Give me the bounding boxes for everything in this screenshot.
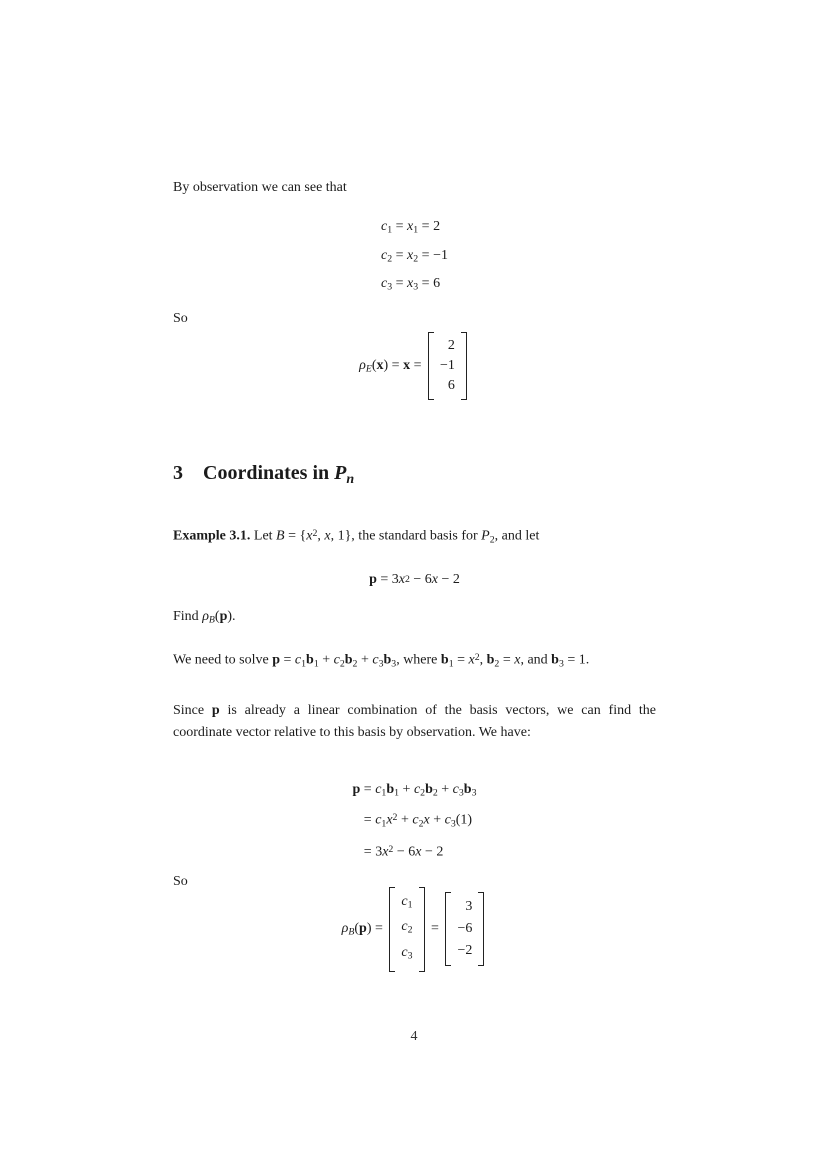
- text-segment: +: [429, 813, 445, 829]
- text-segment: c: [381, 276, 388, 292]
- text-segment: Coordinates in: [203, 462, 335, 485]
- text-segment: c: [452, 781, 459, 797]
- text-segment: B: [276, 528, 285, 544]
- text-segment: b: [383, 653, 392, 669]
- text-segment: x: [376, 357, 384, 373]
- text-segment: 3: [413, 282, 419, 294]
- text-segment: c: [444, 813, 451, 829]
- text-segment: c: [401, 919, 408, 935]
- text-segment: is already a linear combination of the basis vectors, we can find the: [219, 702, 656, 718]
- vector-entry: [401, 891, 412, 917]
- text-segment: −6: [457, 921, 473, 937]
- text-segment: 2: [489, 534, 495, 546]
- equation-lhs: [353, 805, 361, 836]
- column-vector: [389, 887, 424, 972]
- text-segment: P: [334, 462, 347, 485]
- equation-lhs: [353, 777, 361, 806]
- text-segment: c: [401, 945, 408, 961]
- equation-rhs: [392, 214, 448, 243]
- text-segment: ρ: [202, 608, 209, 624]
- equation-lhs: [381, 243, 392, 272]
- text-segment: 2: [392, 812, 398, 824]
- text-segment: 2: [312, 528, 318, 540]
- vector-entry: [465, 896, 472, 918]
- display-equation-coefficients: [381, 214, 448, 300]
- equation-rhs: [392, 271, 448, 300]
- text-segment: 3: [407, 950, 413, 962]
- vector-entries: [395, 887, 418, 972]
- text-segment: =: [392, 247, 408, 263]
- equation-lhs: [381, 271, 392, 300]
- equation-rhs: [392, 243, 448, 272]
- paragraph-example: [173, 523, 656, 551]
- text-segment: = −1: [418, 247, 448, 263]
- text-segment: c: [413, 781, 421, 797]
- text-segment: = {: [284, 528, 307, 544]
- text-segment: x: [398, 571, 405, 587]
- section-number: 3: [173, 462, 183, 485]
- text-segment: p: [369, 571, 377, 587]
- vector-entries: [434, 332, 461, 400]
- text-segment: − 6: [393, 844, 416, 860]
- column-vector: [445, 892, 484, 966]
- text-segment: c: [412, 813, 419, 829]
- text-segment: 3: [458, 787, 464, 799]
- text-segment: x: [407, 219, 414, 234]
- text-segment: 1: [394, 787, 400, 799]
- text-segment: p: [359, 920, 367, 936]
- vector-entry: [401, 916, 412, 942]
- text-segment: 2: [387, 253, 393, 265]
- text-segment: +: [399, 781, 414, 797]
- text-segment: 2: [352, 658, 358, 670]
- equation-line: [381, 243, 448, 272]
- equation-lhs: [359, 358, 425, 375]
- text-segment: (: [354, 920, 360, 936]
- text-segment: c: [294, 653, 302, 669]
- text-segment: =: [360, 781, 376, 797]
- text-segment: +: [318, 653, 334, 669]
- text-segment: B: [348, 926, 355, 938]
- equation-rhs: [360, 777, 476, 806]
- vector-bracket-right: [461, 332, 467, 400]
- text-segment: c: [333, 653, 340, 669]
- text-segment: n: [346, 472, 355, 488]
- text-segment: ,: [317, 528, 325, 544]
- text-segment: By observation we can see that: [173, 180, 347, 195]
- equation-line: [353, 837, 477, 865]
- text-segment: x: [306, 528, 313, 544]
- equation-line: [381, 214, 448, 243]
- text-segment: 3: [558, 658, 564, 670]
- display-equation-p: [173, 569, 656, 591]
- equation-line: [353, 777, 477, 806]
- text-segment: ).: [227, 608, 236, 624]
- text-segment: E: [365, 363, 372, 375]
- text-segment: =: [499, 653, 515, 669]
- text-segment: +: [397, 813, 413, 829]
- text-segment: c: [401, 893, 408, 909]
- text-segment: x: [514, 653, 521, 669]
- paragraph-find: [173, 606, 656, 632]
- text-segment: = 3: [376, 571, 399, 587]
- text-segment: B: [208, 614, 215, 626]
- paragraph-solve: [173, 647, 656, 675]
- text-segment: =: [427, 921, 443, 937]
- text-segment: We need to solve: [173, 653, 273, 669]
- text-segment: b: [486, 653, 495, 669]
- section-heading: [173, 461, 656, 492]
- section-title: [203, 462, 355, 488]
- text-column: [173, 0, 656, 972]
- paragraph-line: [173, 722, 656, 744]
- display-equation-rho-e: [173, 332, 656, 400]
- text-segment: , where: [396, 653, 441, 669]
- paragraph-line: [173, 700, 656, 722]
- text-segment: −2: [457, 943, 473, 959]
- text-segment: c: [375, 781, 382, 797]
- text-segment: x: [468, 653, 475, 669]
- display-equation-expansion: [353, 777, 477, 865]
- equation-rhs: [360, 837, 476, 865]
- text-segment: p: [219, 608, 228, 624]
- text-segment: +: [437, 781, 453, 797]
- text-segment: c: [372, 653, 379, 669]
- text-segment: P: [481, 528, 490, 544]
- text-segment: 3: [387, 282, 393, 294]
- text-segment: (: [371, 357, 377, 373]
- text-segment: x: [415, 844, 422, 860]
- text-segment: 2: [420, 787, 426, 799]
- text-segment: 3: [450, 818, 456, 830]
- text-segment: − 2: [438, 571, 460, 587]
- text-segment: = 2: [418, 219, 441, 234]
- vector-entry: [457, 918, 472, 940]
- text-segment: x: [403, 357, 411, 373]
- text-segment: ) =: [366, 920, 387, 936]
- text-segment: Find: [173, 608, 203, 624]
- text-segment: 3: [391, 658, 397, 670]
- text-segment: = 6: [418, 276, 441, 292]
- text-segment: coordinate vector relative to this basis by observation. We have:: [173, 724, 531, 740]
- equation-equals: [428, 921, 443, 937]
- text-segment: 2: [407, 925, 413, 937]
- vector-entries: [451, 892, 478, 966]
- text-segment: b: [425, 781, 433, 797]
- text-segment: 1: [381, 787, 387, 799]
- text-segment: − 6: [409, 571, 432, 587]
- equation-lhs: [381, 214, 392, 243]
- text-segment: x: [386, 813, 393, 829]
- text-segment: 2: [404, 573, 410, 585]
- equation-line: [353, 805, 477, 836]
- equation-line: [381, 271, 448, 300]
- text-segment: b: [463, 781, 472, 797]
- text-segment: 2: [413, 253, 419, 265]
- equation-lhs: [342, 921, 387, 938]
- text-segment: 2: [388, 843, 394, 855]
- text-segment: p: [352, 781, 361, 797]
- text-segment: x: [382, 844, 389, 860]
- text-segment: =: [360, 813, 376, 829]
- display-equation-rho-b: [173, 887, 656, 972]
- vector-entry: [457, 940, 472, 962]
- text-segment: x: [407, 247, 414, 263]
- text-segment: 2: [339, 658, 345, 670]
- text-segment: x: [407, 276, 414, 292]
- text-segment: x: [324, 528, 331, 544]
- equation-lhs: [353, 837, 361, 865]
- paragraph-so: So: [173, 873, 188, 889]
- text-segment: = 3: [360, 844, 383, 860]
- vector-entry: [401, 942, 412, 968]
- text-segment: 6: [447, 378, 455, 394]
- text-segment: 1: [381, 818, 387, 830]
- text-segment: ) =: [383, 357, 404, 373]
- text-segment: =: [392, 276, 408, 292]
- text-segment: 2: [432, 787, 438, 799]
- text-segment: (: [214, 608, 220, 624]
- text-segment: c: [381, 247, 388, 263]
- vector-bracket-right: [478, 892, 484, 966]
- vector-entry: [448, 376, 455, 396]
- text-segment: ,: [479, 653, 487, 669]
- text-segment: 1: [313, 658, 319, 670]
- column-vector: [428, 332, 467, 400]
- text-segment: , 1}, the standard basis for: [330, 528, 482, 544]
- text-segment: b: [386, 781, 395, 797]
- page-number: 4: [410, 1029, 418, 1044]
- text-segment: x: [423, 813, 430, 829]
- text-segment: −1: [439, 358, 455, 374]
- text-segment: 2: [474, 652, 480, 664]
- vector-bracket-right: [419, 887, 425, 972]
- text-segment: − 2: [421, 844, 444, 860]
- text-segment: +: [357, 653, 373, 669]
- text-segment: 2: [494, 658, 500, 670]
- text-segment: b: [306, 653, 314, 669]
- vector-entry: [448, 336, 455, 356]
- paragraph-since: [173, 700, 656, 744]
- text-segment: 3: [471, 787, 477, 799]
- text-segment: 3: [378, 658, 384, 670]
- text-segment: = 1.: [563, 653, 590, 669]
- text-segment: c: [375, 813, 382, 829]
- text-segment: Since: [173, 702, 212, 718]
- text-segment: =: [392, 219, 408, 234]
- equation-rhs: [360, 805, 476, 836]
- text-segment: , and: [520, 653, 552, 669]
- vector-entry: [440, 356, 455, 376]
- text-segment: 1: [413, 224, 419, 236]
- text-segment: p: [211, 702, 220, 718]
- text-segment: b: [344, 653, 353, 669]
- text-segment: ρ: [341, 920, 349, 936]
- text-segment: p: [272, 653, 280, 669]
- text-segment: b: [440, 653, 449, 669]
- text-segment: , and let: [494, 528, 540, 544]
- text-segment: c: [381, 219, 388, 234]
- text-segment: 1: [301, 658, 307, 670]
- text-segment: x: [431, 571, 439, 587]
- text-segment: =: [453, 653, 469, 669]
- text-segment: 3: [465, 899, 473, 915]
- paragraph-so: So: [173, 311, 188, 327]
- text-segment: (1): [455, 813, 473, 829]
- text-segment: Example 3.1.: [173, 528, 251, 544]
- text-segment: b: [551, 653, 559, 669]
- text-segment: =: [410, 357, 425, 373]
- text-segment: 1: [387, 224, 393, 236]
- text-segment: Let: [250, 528, 277, 544]
- text-segment: =: [279, 653, 295, 669]
- text-segment: 2: [447, 338, 455, 354]
- text-segment: 1: [407, 899, 413, 911]
- text-segment: ρ: [359, 357, 366, 373]
- text-segment: 2: [418, 818, 424, 830]
- paragraph-by-observation: [173, 177, 656, 199]
- text-segment: 1: [448, 658, 454, 670]
